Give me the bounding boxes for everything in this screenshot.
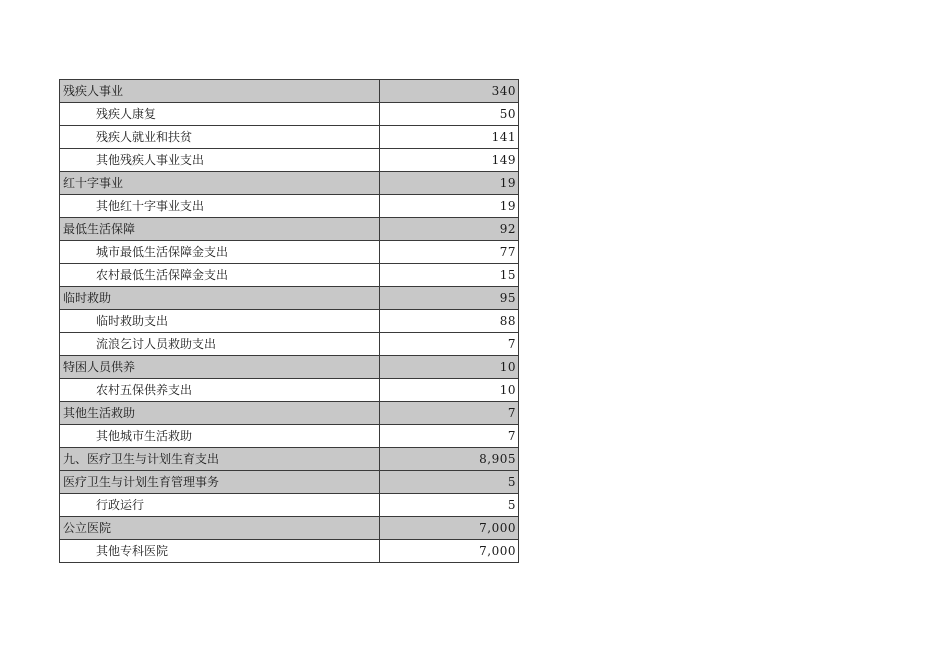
budget-table [59,79,519,563]
row-name: 流浪乞讨人员救助支出 [60,333,380,356]
row-value: 92 [380,218,519,241]
table-row [60,218,519,241]
row-name: 最低生活保障 [60,218,380,241]
row-name: 残疾人就业和扶贫 [60,126,380,149]
table-row [60,310,519,333]
row-name: 残疾人事业 [60,80,380,103]
table-row [60,287,519,310]
row-value: 7 [380,402,519,425]
row-value: 19 [380,195,519,218]
row-name: 其他红十字事业支出 [60,195,380,218]
table-row [60,241,519,264]
row-value: 7,000 [380,540,519,563]
row-value: 141 [380,126,519,149]
table-row [60,517,519,540]
row-value: 19 [380,172,519,195]
table-row [60,494,519,517]
row-name: 其他专科医院 [60,540,380,563]
table-row [60,264,519,287]
row-name: 临时救助 [60,287,380,310]
row-value: 8,905 [380,448,519,471]
row-name: 其他残疾人事业支出 [60,149,380,172]
row-value: 77 [380,241,519,264]
row-value: 10 [380,356,519,379]
row-name: 九、医疗卫生与计划生育支出 [60,448,380,471]
table-row [60,471,519,494]
table-row [60,149,519,172]
table-row [60,448,519,471]
table-row [60,333,519,356]
row-name: 农村五保供养支出 [60,379,380,402]
row-value: 10 [380,379,519,402]
table-row [60,195,519,218]
row-name: 其他生活救助 [60,402,380,425]
row-value: 5 [380,494,519,517]
table-row [60,356,519,379]
table-row [60,402,519,425]
row-value: 7 [380,425,519,448]
table-row [60,425,519,448]
row-value: 88 [380,310,519,333]
table-row [60,103,519,126]
row-value: 149 [380,149,519,172]
row-name: 城市最低生活保障金支出 [60,241,380,264]
row-value: 15 [380,264,519,287]
table-row [60,172,519,195]
row-name: 医疗卫生与计划生育管理事务 [60,471,380,494]
row-value: 95 [380,287,519,310]
row-value: 5 [380,471,519,494]
table-row [60,126,519,149]
table-row [60,540,519,563]
row-value: 340 [380,80,519,103]
row-name: 临时救助支出 [60,310,380,333]
table-row [60,80,519,103]
row-name: 行政运行 [60,494,380,517]
row-value: 7,000 [380,517,519,540]
row-name: 其他城市生活救助 [60,425,380,448]
row-name: 特困人员供养 [60,356,380,379]
row-value: 7 [380,333,519,356]
row-value: 50 [380,103,519,126]
row-name: 红十字事业 [60,172,380,195]
row-name: 农村最低生活保障金支出 [60,264,380,287]
row-name: 残疾人康复 [60,103,380,126]
table-row [60,379,519,402]
row-name: 公立医院 [60,517,380,540]
